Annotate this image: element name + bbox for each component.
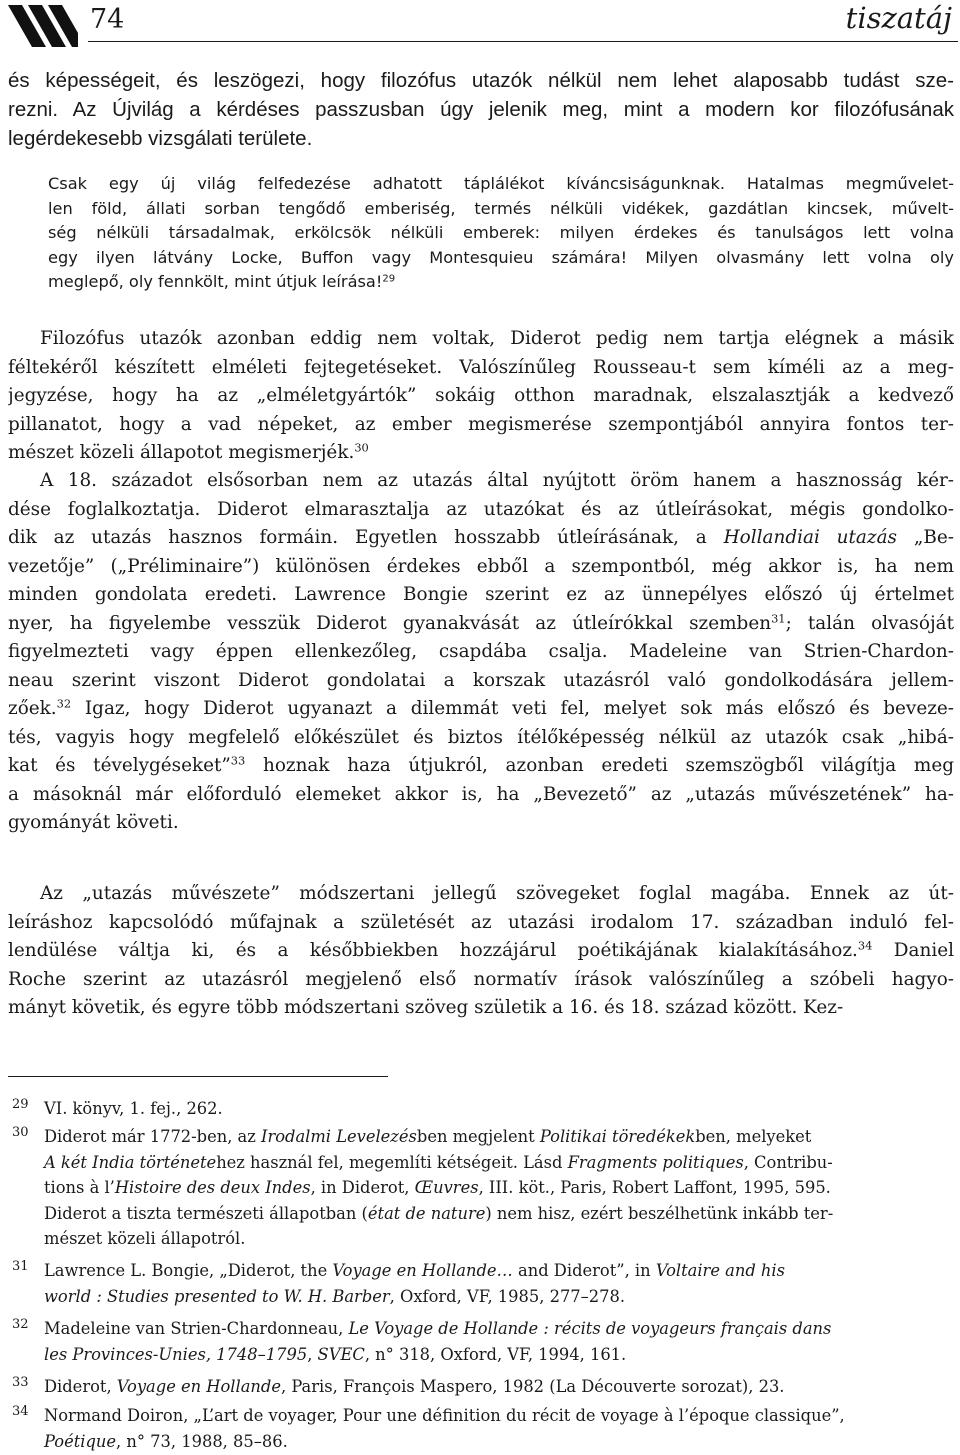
text-line: dése foglalkoztatja. Diderot elmarasztalja az utazókat és az útleírásokat, mégis gondolko- bbox=[8, 498, 954, 520]
text-line: Az „utazás művészete” módszertani jellegű szövegeket foglal magába. Ennek az út- bbox=[40, 883, 954, 904]
text-line: gyományát követi. bbox=[8, 812, 179, 833]
footnote-ref[interactable]: 30 bbox=[354, 440, 369, 455]
text-line: rezni. Az Újvilág a kérdéses passzusban úgy jelenik meg, mint a modern kor filozófusának bbox=[8, 98, 954, 121]
text-line: A 18. századot elsősorban nem az utazás által nyújtott öröm hanem a hasznosság kér- bbox=[40, 470, 954, 491]
text-line: mészet közeli állapotot megismerjék.$^{30}$ bbox=[8, 440, 369, 463]
footnote-text: Lawrence L. Bongie, „Diderot, the Voyage en Hollande… and Diderot”, in Voltaire and his world : Studies presented to W. H. Barber, Oxford, VF, 1985, 277–278. bbox=[44, 1261, 785, 1306]
text-line: minden gondolata eredeti. Lawrence Bongie szerint ez az ünnepélyes előszó új értelmet bbox=[8, 584, 954, 605]
paragraph-2 bbox=[8, 467, 954, 838]
quote-line: egy ilyen látvány Locke, Buffon vagy Montesquieu számára! Milyen olvasmány lett volna oly bbox=[48, 247, 954, 267]
quote-line: ség nélküli társadalmak, erkölcsök nélküli emberek: milyen érdekes és tanulságos lett volna bbox=[48, 223, 954, 243]
page-number: 74 bbox=[90, 4, 125, 35]
page-header bbox=[0, 0, 960, 50]
intro-paragraph bbox=[8, 66, 954, 153]
block-quote bbox=[48, 172, 954, 295]
text-line: pillanatot, hogy a vad népeket, az ember megismerése szempontjából annyira fontos ter- bbox=[8, 413, 954, 435]
text-line: nyer, ha figyelembe vesszük Diderot gyanakvását az útleírókkal szemben$^{31}$; talán olvasóját bbox=[8, 611, 954, 634]
footnote-number: 33 bbox=[12, 1375, 29, 1390]
text-line: neau szerint viszont Diderot gondolatai a korszak utazásról való gondolkodására jellem- bbox=[8, 669, 954, 691]
text-line: féltekéről készített elméleti fejtegetéseket. Valószínűleg Rousseau-t sem kíméli az a meg- bbox=[8, 356, 954, 378]
footnote-number: 34 bbox=[12, 1404, 29, 1419]
paragraph-3 bbox=[8, 880, 954, 1023]
text-line: dik az utazás hasznos formáin. Egyetlen hosszabb útleírásának, a Hollandiai utazás „Be- bbox=[8, 527, 954, 548]
footnote-ref[interactable]: 34 bbox=[857, 938, 873, 953]
italic-title: Hollandiai utazás bbox=[723, 527, 897, 548]
paragraph-1 bbox=[8, 325, 954, 468]
text-line: lendülése váltja ki, és a későbbiekben hozzájárul poétikájának kialakításához.$^{34}$ Daniel bbox=[8, 938, 954, 961]
quote-line: len föld, állati sorban tengődő emberiség, termés nélküli vidékek, gazdátlan kincsek, művelt- bbox=[48, 198, 954, 218]
text-line: leíráshoz kapcsolódó műfajnak a születését az utazási irodalom 17. században induló fel- bbox=[8, 911, 954, 933]
footnote-ref[interactable]: 31 bbox=[771, 611, 786, 626]
footnote-ref[interactable]: 33 bbox=[230, 753, 246, 768]
text-line: legérdekesebb vizsgálati területe. bbox=[8, 127, 313, 150]
footnote-text: Madeleine van Strien-Chardonneau, Le Voyage de Hollande : récits de voyageurs français dans les Provinces-Unies, 1748–1795, SVEC, n° 318, Oxford, VF, 1994, 161. bbox=[44, 1319, 832, 1364]
footnote-number: 30 bbox=[12, 1125, 29, 1140]
header-rule bbox=[88, 41, 958, 42]
footnote-ref[interactable]: 32 bbox=[56, 696, 72, 711]
text-line: és képességeit, és leszögezi, hogy filozófus utazók nélkül nem lehet alaposabb tudást sze- bbox=[8, 69, 954, 92]
text-line: a másoknál már előforduló elemeket akkor is, ha „Bevezető” az „utazás művészetének” ha- bbox=[8, 783, 954, 805]
journal-logo-icon bbox=[8, 5, 78, 47]
footnote-rule bbox=[8, 1076, 388, 1077]
text-line: mányt követik, és egyre több módszertani szöveg születik a 16. és 18. század között. Kez- bbox=[8, 997, 844, 1018]
text-line: jegyzése, hogy ha az „elméletgyártók” sokáig otthon maradnak, elszalasztják a kedvező bbox=[8, 385, 954, 406]
text-line: tés, vagyis hogy megfelelő előkészület és biztos ítélőképesség nélkül az utazók csak „hibá- bbox=[8, 726, 954, 748]
text-line: vezetője” („Préliminaire”) különösen érdekes ebből a szempontból, még akkor is, ha nem bbox=[8, 555, 954, 577]
footnote-text: Diderot már 1772-ben, az Irodalmi Levelezésben megjelent Politikai töredékekben, melyeket A két India történetehez használ fel, megemlíti kétségeit. Lásd Fragments politiques, Contribu- tions à l’Histoire des deux Indes, in Diderot, Œuvres, III. köt., Paris, Robert Laffont, 1995, 595. Diderot a tiszta természeti állapotban (état de nature) nem hisz, ezért beszélhetünk inkább ter- mészet közeli állapotról. bbox=[44, 1127, 834, 1248]
journal-name: tiszatáj bbox=[845, 1, 952, 35]
footnote-text: Normand Doiron, „L’art de voyager, Pour une définition du récit de voyage à l’époque classique”, Poétique, n° 73, 1988, 85–86. bbox=[44, 1406, 845, 1451]
text-line: Roche szerint az utazásról megjelenő első normatív írások valószínűleg a szóbeli hagyo- bbox=[8, 968, 954, 990]
footnote-number: 32 bbox=[12, 1317, 29, 1332]
footnote-text: VI. könyv, 1. fej., 262. bbox=[44, 1099, 223, 1118]
quote-line: meglepő, oly fennkölt, mint útjuk leírása!$^{29}$ bbox=[48, 272, 396, 292]
text-line: zőek.$^{32}$ Igaz, hogy Diderot ugyanazt a dilemmát veti fel, melyet sok más előszó és beveze- bbox=[8, 696, 954, 719]
quote-line: Csak egy új világ felfedezése adhatott táplálékot kíváncsiságunknak. Hatalmas megművelet- bbox=[48, 174, 954, 193]
footnote-number: 31 bbox=[12, 1259, 29, 1274]
footnote-ref[interactable]: 29 bbox=[382, 273, 396, 285]
footnote-number: 29 bbox=[12, 1097, 29, 1112]
text-line: figyelmezteti vagy éppen ellenkezőleg, csapdába csalja. Madeleine van Strien-Chardon- bbox=[8, 641, 954, 662]
footnote-text: Diderot, Voyage en Hollande, Paris, François Maspero, 1982 (La Découverte sorozat), 23. bbox=[44, 1377, 785, 1396]
text-line: Filozófus utazók azonban eddig nem voltak, Diderot pedig nem tartja elégnek a másik bbox=[40, 328, 954, 349]
text-line: kat és tévelygéseket”$^{33}$ hoznak haza útjukról, azonban eredeti szemszögből világítja meg bbox=[8, 753, 954, 776]
